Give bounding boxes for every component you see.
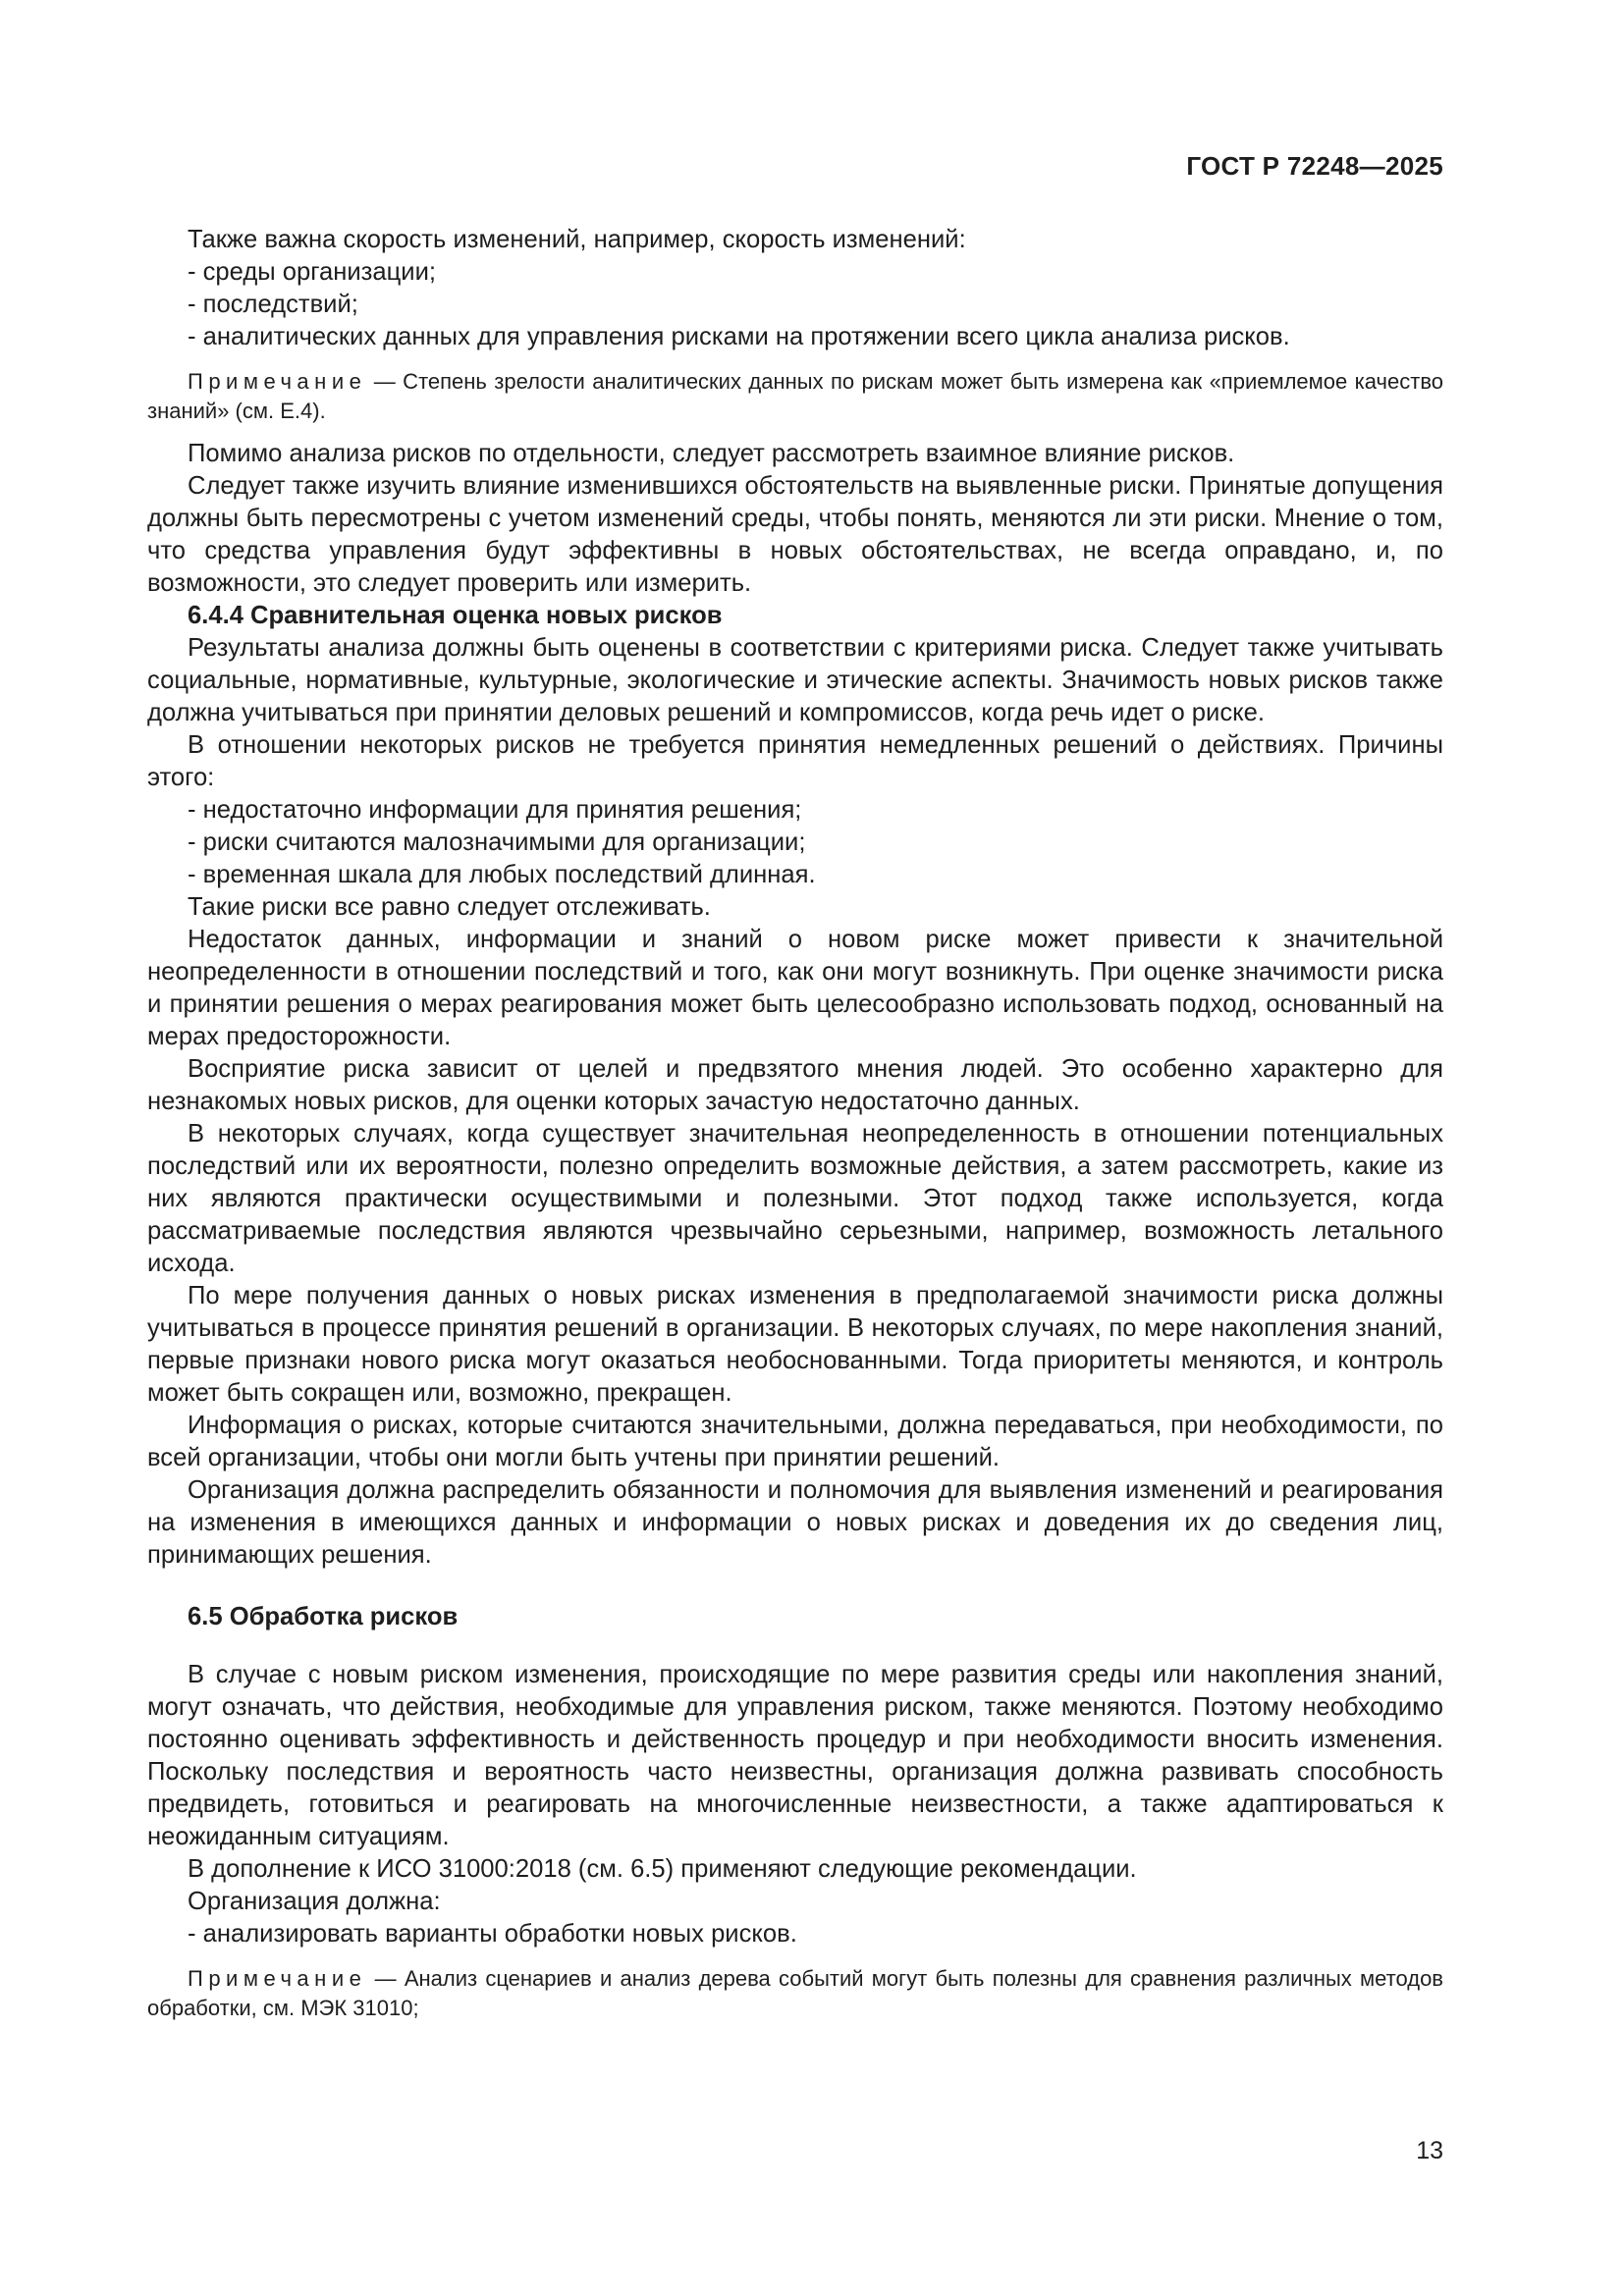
list-item: - временная шкала для любых последствий длинная.	[188, 861, 816, 888]
note-label: Примечание	[188, 1966, 367, 1991]
paragraph: По мере получения данных о новых рисках изменения в предполагаемой значимости риска должны учитываться в процессе принятия решений в организации. В некоторых случаях, по мере накопления знаний, первые признаки нового риска могут оказаться необоснованными. Тогда приоритеты меняются, и контроль может быть сокращен или, возможно, прекращен.	[147, 1282, 1443, 1407]
paragraph: Недостаток данных, информации и знаний о новом риске может привести к значительной неопределенности в отношении последствий и того, как они могут возникнуть. При оценке значимости риска и принятии решения о мерах реагирования может быть целесообразно использовать подход, основанный на мерах предосторожности.	[147, 926, 1443, 1050]
page-number: 13	[1416, 2137, 1443, 2164]
paragraph: Помимо анализа рисков по отдельности, следует рассмотреть взаимное влияние рисков.	[188, 440, 1235, 467]
paragraph: Следует также изучить влияние изменившихся обстоятельств на выявленные риски. Принятые допущения должны быть пересмотрены с учетом изменений среды, чтобы понять, меняются ли эти риски. Мнение о том, что средства управления будут эффективны в новых обстоятельствах, не всегда оправдано, и, по возможности, это следует проверить или измерить.	[147, 472, 1443, 597]
note-text: — Степень зрелости аналитических данных по рискам может быть измерена как «приемлемое качество знаний» (см. Е.4).	[147, 369, 1443, 423]
list-item: - среды организации;	[188, 258, 437, 286]
paragraph: В отношении некоторых рисков не требуется принятия немедленных решений о действиях. Причины этого:	[147, 731, 1443, 791]
document-code: ГОСТ Р 72248—2025	[1186, 151, 1443, 181]
paragraph: В случае с новым риском изменения, происходящие по мере развития среды или накопления знаний, могут означать, что действия, необходимые для управления риском, также меняются. Поэтому необходимо постоянно оценивать эффективность и действенность процедур и при необходимости вносить изменения. Поскольку последствия и вероятность часто неизвестны, организация должна развивать способность предвидеть, готовиться и реагировать на многочисленные неизвестности, а также адаптироваться к неожиданным ситуациям.	[147, 1661, 1443, 1850]
paragraph: Такие риски все равно следует отслеживать.	[188, 893, 711, 921]
list-item: - риски считаются малозначимыми для организации;	[188, 828, 806, 856]
list-item: - аналитических данных для управления рисками на протяжении всего цикла анализа рисков.	[188, 323, 1290, 350]
paragraph: Организация должна:	[188, 1888, 441, 1915]
paragraph: В некоторых случаях, когда существует значительная неопределенность в отношении потенциальных последствий или их вероятности, полезно определить возможные действия, а затем рассмотреть, какие из них являются практически осуществимыми и полезными. Этот подход также используется, когда рассматриваемые последствия являются чрезвычайно серьезными, например, возможность летального исхода.	[147, 1120, 1443, 1277]
note	[147, 367, 1443, 426]
note-label: Примечание	[188, 369, 367, 394]
note	[147, 1964, 1443, 2023]
list-item: - недостаточно информации для принятия решения;	[188, 796, 802, 824]
list-item: - последствий;	[188, 291, 358, 318]
paragraph: В дополнение к ИСО 31000:2018 (см. 6.5) применяют следующие рекомендации.	[188, 1855, 1137, 1883]
paragraph: Также важна скорость изменений, например, скорость изменений:	[188, 226, 966, 253]
paragraph: Организация должна распределить обязанности и полномочия для выявления изменений и реагирования на изменения в имеющихся данных и информации о новых рисках и доведения их до сведения лиц, принимающих решения.	[147, 1476, 1443, 1569]
document-body	[147, 224, 1443, 2035]
paragraph: Восприятие риска зависит от целей и предвзятого мнения людей. Это особенно характерно для незнакомых новых рисков, для оценки которых зачастую недостаточно данных.	[147, 1055, 1443, 1115]
paragraph: Результаты анализа должны быть оценены в соответствии с критериями риска. Следует также учитывать социальные, нормативные, культурные, экологические и этические аспекты. Значимость новых рисков также должна учитываться при принятии деловых решений и компромиссов, когда речь идет о риске.	[147, 634, 1443, 726]
subsection-heading-6-4-4: 6.4.4 Сравнительная оценка новых рисков	[188, 602, 723, 629]
paragraph: Информация о рисках, которые считаются значительными, должна передаваться, при необходимости, по всей организации, чтобы они могли быть учтены при принятии решений.	[147, 1412, 1443, 1471]
note-text: — Анализ сценариев и анализ дерева событий могут быть полезны для сравнения различных методов обработки, см. МЭК 31010;	[147, 1966, 1443, 2020]
list-item: - анализировать варианты обработки новых рисков.	[188, 1920, 797, 1948]
section-heading-6-5: 6.5 Обработка рисков	[188, 1603, 459, 1630]
